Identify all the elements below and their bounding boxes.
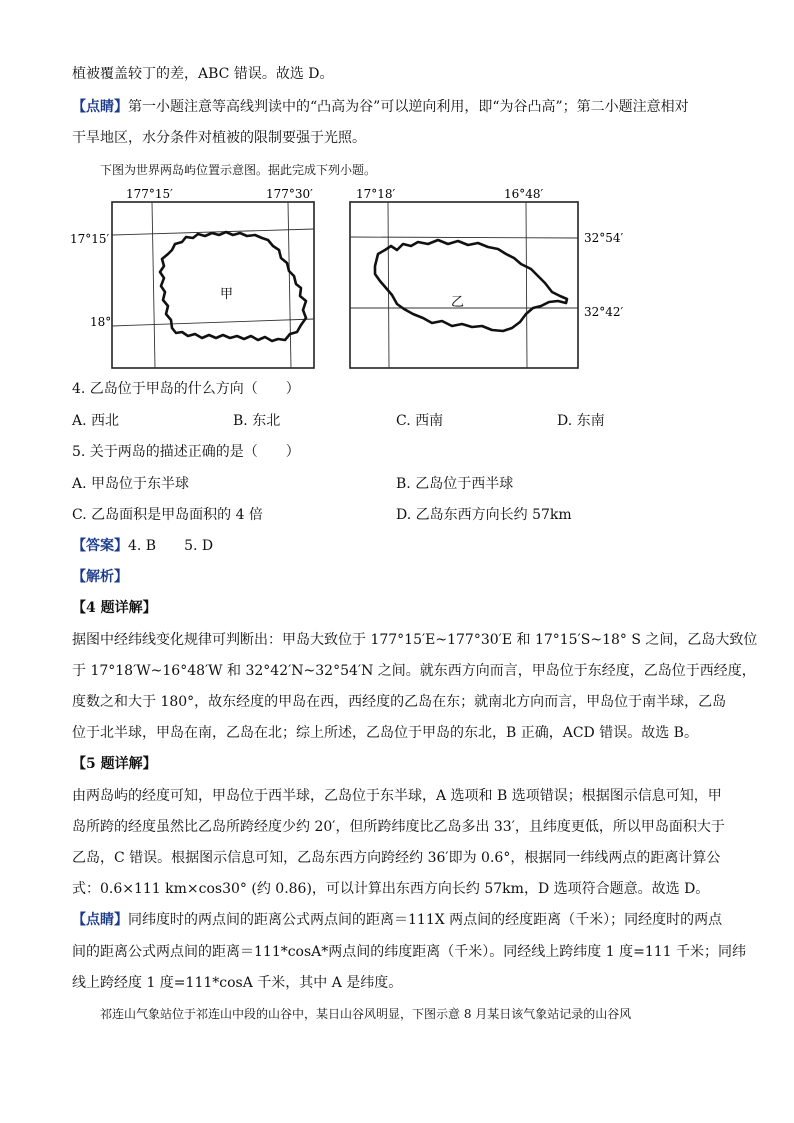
figure-intro: 下图为世界两岛屿位置示意图。据此完成下列小题。 xyxy=(100,163,377,177)
q4-option-d: D. 东南 xyxy=(557,413,605,429)
question-4-stem: 4. 乙岛位于甲岛的什么方向（ ） xyxy=(72,381,300,397)
lat-label: 17°15′ xyxy=(70,232,110,246)
detail-4-line: 位于北半球，甲岛在南，乙岛在北；综上所述，乙岛位于甲岛的东北，B 正确，ACD 错误。故选 B。 xyxy=(72,725,698,741)
tip-2-tag: 【点睛】 xyxy=(72,912,128,928)
footer-intro: 祁连山气象站位于祁连山中段的山谷中，某日山谷风明显，下图示意 8 月某日该气象站记录的山谷风 xyxy=(100,1007,632,1021)
tip-tag: 【点睛】 xyxy=(72,99,128,115)
detail-5-line: 乙岛，C 错误。根据图示信息可知，乙岛东西方向跨经约 36′即为 0.6°，根据同一纬线两点的距离计算公 xyxy=(72,850,721,866)
detail-5-line: 岛所跨的经度虽然比乙岛所跨经度少约 20′，但所跨纬度比乙岛多出 33′，且纬度更低，所以甲岛面积大于 xyxy=(72,819,725,835)
detail-5-line: 式：0.6×111 km×cos30° (约 0.86)，可以计算出东西方向长约 57km，D 选项符合题意。故选 D。 xyxy=(72,881,710,897)
answer-line xyxy=(72,536,213,556)
lon-label: 177°15′ xyxy=(126,187,173,201)
tip-2-line: 间的距离公式两点间的距离＝111*cosA*两点间的纬度距离（千米）。同经线上跨纬度 1 度=111 千米；同纬 xyxy=(72,944,746,960)
paragraph-line: 植被覆盖较丁的差，ABC 错误。故选 D。 xyxy=(72,66,334,82)
island-label-jia: 甲 xyxy=(220,287,234,302)
detail-4-line: 据图中经纬线变化规律可判断出：甲岛大致位于 177°15′E~177°30′E 和 17°15′S~18° S 之间，乙岛大致位 xyxy=(72,632,758,648)
detail-5-tag: 【5 题详解】 xyxy=(72,756,157,772)
lon-label: 177°30′ xyxy=(266,187,313,201)
lat-label: 32°42′ xyxy=(584,305,624,319)
q4-option-c: C. 西南 xyxy=(396,413,444,429)
q4-option-a: A. 西北 xyxy=(72,413,120,429)
parallel-line xyxy=(112,319,314,326)
island-yi-outline xyxy=(375,240,567,331)
parallel-line xyxy=(350,237,578,238)
detail-4-line: 于 17°18′W~16°48′W 和 32°42′N~32°54′N 之间。就东西方向而言，甲岛位于东经度，乙岛位于西经度， xyxy=(72,663,756,679)
q5-option-d: D. 乙岛东西方向长约 57km xyxy=(396,507,572,523)
q5-option-c: C. 乙岛面积是甲岛面积的 4 倍 xyxy=(72,507,263,523)
answer-text: 4. B 5. D xyxy=(128,538,214,554)
answer-tag: 【答案】 xyxy=(72,538,128,554)
q4-option-b: B. 东北 xyxy=(233,413,281,429)
map-left xyxy=(70,187,314,368)
map-frame xyxy=(112,202,314,368)
map-right xyxy=(350,187,624,368)
paragraph-line: 干旱地区，水分条件对植被的限制要强于光照。 xyxy=(72,130,366,146)
tip-2-line: 线上跨经度 1 度=111*cosA 千米，其中 A 是纬度。 xyxy=(72,975,403,991)
meridian-line xyxy=(526,202,527,368)
tip-paragraph xyxy=(72,97,689,117)
island-label-yi: 乙 xyxy=(451,295,465,310)
question-5-stem: 5. 关于两岛的描述正确的是（ ） xyxy=(72,444,300,460)
detail-4-tag: 【4 题详解】 xyxy=(72,600,157,616)
q5-option-b: B. 乙岛位于西半球 xyxy=(396,476,514,492)
detail-4-line: 度数之和大于 180°，故东经度的甲岛在西，西经度的乙岛在东；就南北方向而言，甲岛位于南半球，乙岛 xyxy=(72,694,727,710)
lon-label: 17°18′ xyxy=(356,187,396,201)
meridian-line xyxy=(288,202,291,368)
lat-label: 18° xyxy=(90,315,112,329)
lon-label: 16°48′ xyxy=(504,187,544,201)
islands-map-figure xyxy=(0,180,794,380)
meridian-line xyxy=(388,202,389,368)
analysis-tag: 【解析】 xyxy=(72,569,128,585)
detail-5-line: 由两岛屿的经度可知，甲岛位于西半球，乙岛位于东半球，A 选项和 B 选项错误；根据图示信息可知，甲 xyxy=(72,788,722,804)
q5-option-a: A. 甲岛位于东半球 xyxy=(72,476,190,492)
tip-2-text: 同纬度时的两点间的距离公式两点间的距离＝111X 两点间的经度距离（千米）；同经度时的两点 xyxy=(128,912,723,928)
tip-text: 第一小题注意等高线判读中的“凸高为谷”可以逆向利用，即“为谷凸高”；第二小题注意相对 xyxy=(128,99,689,115)
tip-2-line xyxy=(72,910,722,930)
meridian-line xyxy=(152,202,155,368)
lat-label: 32°54′ xyxy=(584,231,624,245)
